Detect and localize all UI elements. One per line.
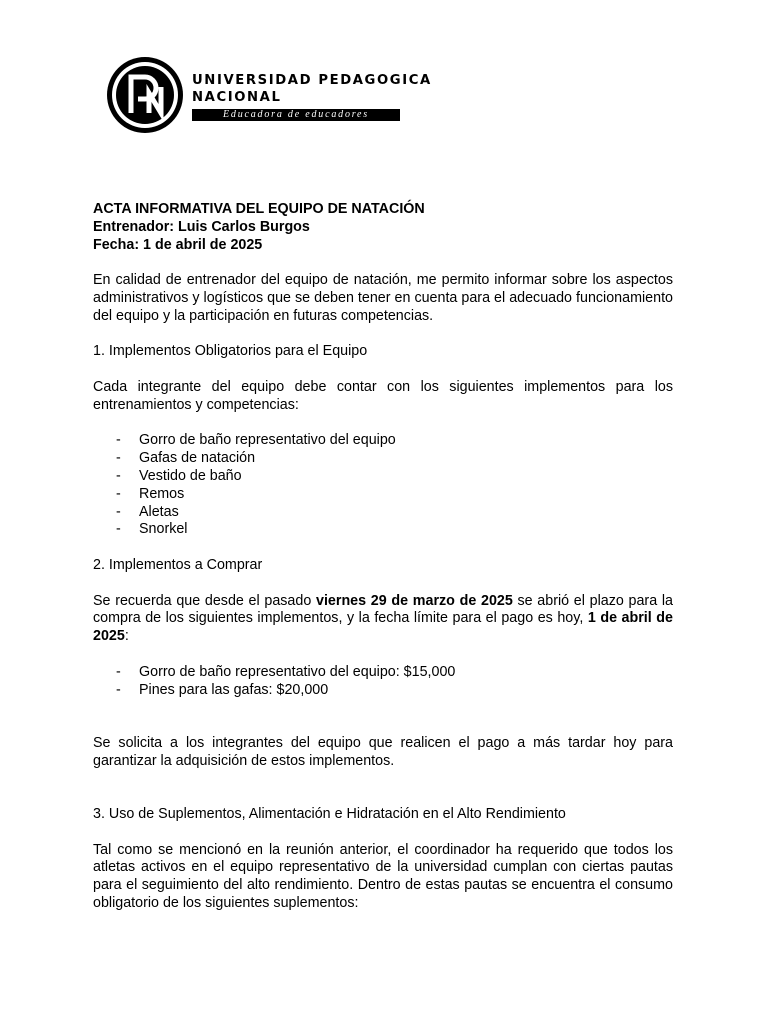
list-item: - Snorkel bbox=[116, 521, 188, 538]
list-item: - Gorro de baño representativo del equipo bbox=[116, 432, 396, 449]
university-logo bbox=[100, 52, 430, 136]
list-dash: - bbox=[116, 467, 121, 484]
list-dash: - bbox=[116, 681, 121, 698]
payment-request-paragraph: Se solicita a los integrantes del equipo que realicen el pago a más tardar hoy para garantizar la adquisición de estos implementos. bbox=[93, 734, 673, 769]
list-item: - Gafas de natación bbox=[116, 450, 256, 467]
section2-title: 2. Implementos a Comprar bbox=[93, 556, 263, 573]
section2-text: Se recuerda que desde el pasado viernes 29 de marzo de 2025 se abrió el plazo para la compra de los siguientes implementos, y la fecha límite para el pago es hoy, 1 de abril de 2025: bbox=[93, 592, 673, 645]
list-dash: - bbox=[116, 485, 121, 502]
section1-title: 1. Implementos Obligatorios para el Equipo bbox=[93, 343, 368, 360]
list-item: - Gorro de baño representativo del equipo: $15,000 bbox=[116, 663, 456, 680]
list-dash: - bbox=[116, 663, 121, 680]
intro-paragraph: En calidad de entrenador del equipo de natación, me permito informar sobre los aspectos administrativos y logísticos que se deben tener en cuenta para el adecuado funcionamiento del equipo y la participación en futuras competencias. bbox=[93, 272, 673, 324]
section3-text: Tal como se mencionó en la reunión anterior, el coordinador ha requerido que todos los atletas activos en el equipo representativo de la universidad cumplan con ciertas pautas para el seguimiento del alto rendimiento. Dentro de estas pautas se encuentra el consumo obligatorio de los siguientes suplementos: bbox=[93, 841, 673, 912]
upn-emblem-icon bbox=[107, 57, 183, 133]
section1-text: Cada integrante del equipo debe contar con los siguientes implementos para los entrenamientos y competencias: bbox=[93, 378, 673, 413]
list-item: - Vestido de baño bbox=[116, 467, 242, 484]
list-item: - Remos bbox=[116, 485, 185, 502]
logo-tagline: Educadora de educadores bbox=[192, 109, 400, 121]
required-items-list bbox=[93, 432, 673, 539]
logo-university-name: UNIVERSIDAD PEDAGOGICA bbox=[192, 73, 432, 88]
purchase-items-list bbox=[93, 664, 673, 700]
date-line: Fecha: 1 de abril de 2025 bbox=[93, 236, 263, 253]
list-dash: - bbox=[116, 503, 121, 520]
list-dash: - bbox=[116, 521, 121, 538]
list-dash: - bbox=[116, 450, 121, 467]
document-title: ACTA INFORMATIVA DEL EQUIPO DE NATACIÓN bbox=[93, 201, 425, 217]
list-item: - Aletas bbox=[116, 503, 179, 520]
list-dash: - bbox=[116, 432, 121, 449]
logo-university-name-2: NACIONAL bbox=[192, 90, 282, 105]
coach-line: Entrenador: Luis Carlos Burgos bbox=[93, 218, 310, 235]
section3-title: 3. Uso de Suplementos, Alimentación e Hidratación en el Alto Rendimiento bbox=[93, 806, 566, 823]
document-body bbox=[93, 201, 673, 913]
list-item: - Pines para las gafas: $20,000 bbox=[116, 681, 329, 698]
